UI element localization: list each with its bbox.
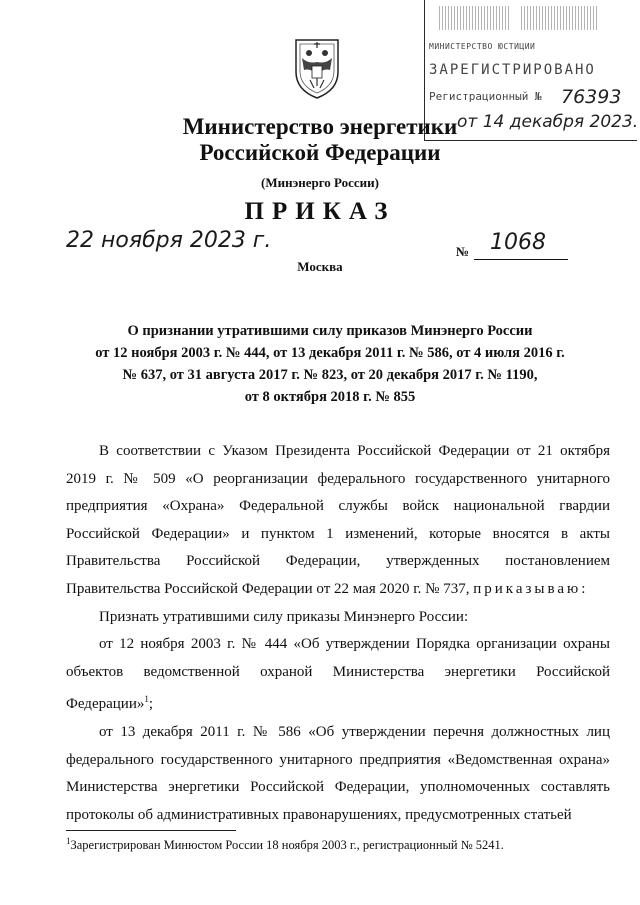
stamp-line-3: Регистрационный № (429, 90, 542, 103)
stamp-line-2: ЗАРЕГИСТРИРОВАНО (429, 62, 596, 78)
item-end: ; (148, 696, 154, 713)
footnote-divider (66, 830, 236, 831)
handwritten-date: 22 ноября 2023 г. (66, 228, 272, 253)
title-line: О признании утратившими силу приказов Минэнерго России (127, 323, 533, 339)
stamp-smudge (521, 6, 599, 30)
footnote-reference: 1 (144, 694, 149, 705)
order-title (80, 320, 580, 408)
ministry-name-line-2: Российской Федерации (199, 140, 441, 165)
ministry-abbreviation: (Минэнерго России) (261, 175, 379, 190)
city: Москва (297, 259, 343, 274)
russian-coat-of-arms-emblem (288, 34, 346, 100)
paragraph-item-586: от 13 декабря 2011 г. № 586 «Об утверждении перечня должностных лиц федерального государственного унитарного предприятия «Ведомственная охрана» Министерства энергетики Российской Федерации, уполномоченных составлять протоколы об административных правонарушениях, предусмотренных статьей (66, 723, 610, 823)
handwritten-number: 1068 (490, 230, 546, 255)
stamp-reg-number: 76393 (561, 86, 622, 108)
stamp-line-1: МИНИСТЕРСТВО ЮСТИЦИИ (429, 42, 536, 51)
paragraph-decision: Признать утратившими силу приказы Минэнерго России: (99, 608, 469, 625)
document-type: ПРИКАЗ (244, 198, 396, 225)
stamp-reg-date: от 14 декабря 2023. (457, 112, 639, 132)
order-word: приказываю: (473, 580, 589, 597)
ministry-name-line-1: Министерство энергетики (182, 114, 458, 139)
stamp-smudge (439, 6, 509, 30)
number-label: № (456, 244, 470, 259)
paragraph-preamble (66, 438, 610, 604)
title-line: от 8 октября 2018 г. № 855 (244, 389, 416, 405)
title-line: № 637, от 31 августа 2017 г. № 823, от 20 декабря 2017 г. № 1190, (122, 367, 538, 383)
item-text: от 12 ноября 2003 г. № 444 «Об утверждении Порядка организации охраны объектов ведомственной охраной Министерства энергетики Российской Федерации» (66, 636, 610, 713)
footnote (66, 836, 504, 853)
document-body (66, 438, 610, 829)
paragraph-item-444 (66, 631, 610, 719)
title-line: от 12 ноября 2003 г. № 444, от 13 декабря 2011 г. № 586, от 4 июля 2016 г. (95, 345, 565, 361)
preamble-text: В соответствии с Указом Президента Российской Федерации от 21 октября 2019 г. № 509 «О реорганизации федерального государственного унитарного предприятия «Охрана» Федеральной службы войск национальной гвардии Российской Федерации» и пунктом 1 изменений, которые вносятся в акты Правительства Российской Федерации, утвержденных постановлением Правительства Российской Федерации от 22 мая 2020 г. № 737, (66, 443, 610, 597)
footnote-mark: 1 (66, 836, 71, 846)
footnote-text: Зарегистрирован Минюстом России 18 ноября 2003 г., регистрационный № 5241. (70, 838, 504, 853)
